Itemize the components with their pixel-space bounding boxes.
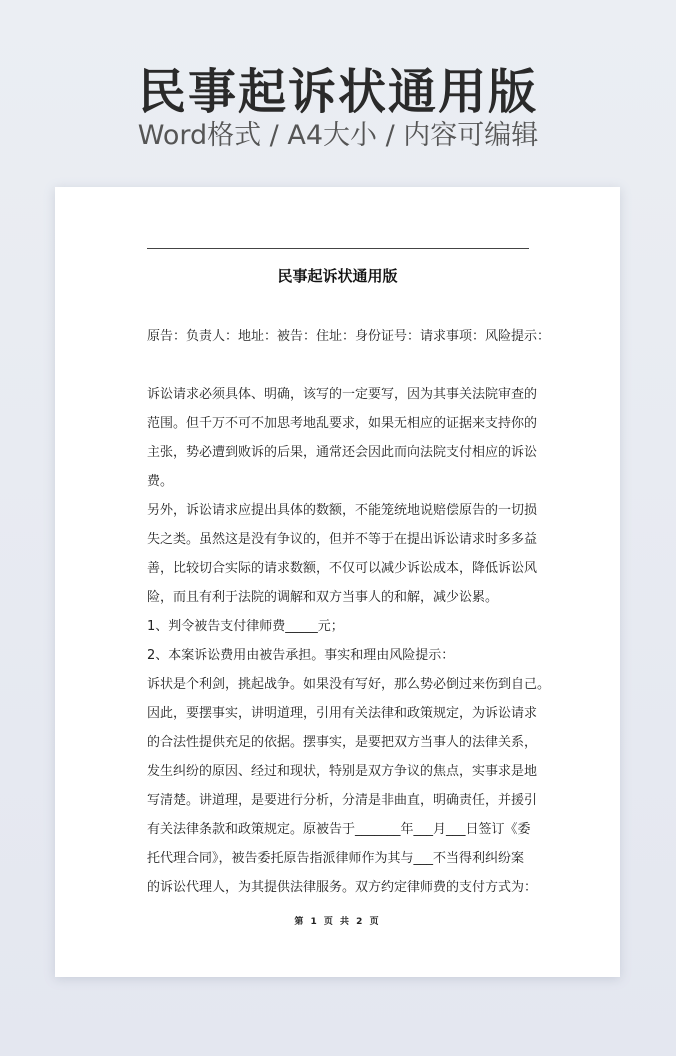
body-line: 发生纠纷的原因、经过和现状，特别是双方争议的焦点，实事求是地 (147, 764, 538, 779)
body-line: 主张，势必遭到败诉的后果，通常还会因此而向法院支付相应的诉讼 (147, 445, 538, 460)
body-line: 另外，诉讼请求应提出具体的数额，不能笼统地说赔偿原告的一切损 (147, 503, 538, 518)
document-page (55, 187, 620, 977)
page-footer: 第 1 页 共 2 页 (294, 917, 381, 927)
banner-title: 民事起诉状通用版 (137, 64, 538, 120)
body-line: 失之类。虽然这是没有争议的，但并不等于在提出诉讼请求时多多益 (147, 532, 538, 547)
body-line: 费。 (147, 474, 174, 489)
body-line: 范围。但千万不可不加思考地乱要求，如果无相应的证据来支持你的 (147, 416, 538, 431)
body-line: 诉状是个利剑，挑起战争。如果没有写好，那么势必倒过来伤到自己。 (147, 677, 551, 692)
body-line: 的合法性提供充足的依据。摆事实，是要把双方当事人的法律关系， (147, 735, 538, 750)
body-line: 险，而且有利于法院的调解和双方当事人的和解，减少讼累。 (147, 590, 499, 605)
body-line: 因此，要摆事实，讲明道理，引用有关法律和政策规定，为诉讼请求 (147, 706, 538, 721)
header-rule (147, 248, 529, 249)
banner-subtitle: Word格式 / A4大小 / 内容可编辑 (137, 120, 539, 151)
body-line: 2、本案诉讼费用由被告承担。事实和理由风险提示： (147, 648, 455, 663)
body-line: 诉讼请求必须具体、明确，该写的一定要写，因为其事关法院审查的 (147, 387, 538, 402)
body-line: 的诉讼代理人，为其提供法律服务。双方约定律师费的支付方式为： (147, 880, 538, 895)
body-line: 1、判令被告支付律师费_____元； (147, 619, 344, 634)
body-line: 善，比较切合实际的请求数额，不仅可以减少诉讼成本，降低诉讼风 (147, 561, 538, 576)
paragraph-gap (147, 351, 532, 380)
document-body (147, 322, 551, 902)
body-line: 有关法律条款和政策规定。原被告于_______年___月___日签订《委 (147, 822, 531, 837)
fields-line: 原告：负责人：地址：被告：住址：身份证号：请求事项：风险提示： (147, 329, 551, 344)
document-title: 民事起诉状通用版 (277, 267, 398, 285)
body-line: 写清楚。讲道理，是要进行分析，分清是非曲直，明确责任，并援引 (147, 793, 538, 808)
body-line: 托代理合同》，被告委托原告指派律师作为其与___不当得利纠纷案 (147, 851, 525, 866)
